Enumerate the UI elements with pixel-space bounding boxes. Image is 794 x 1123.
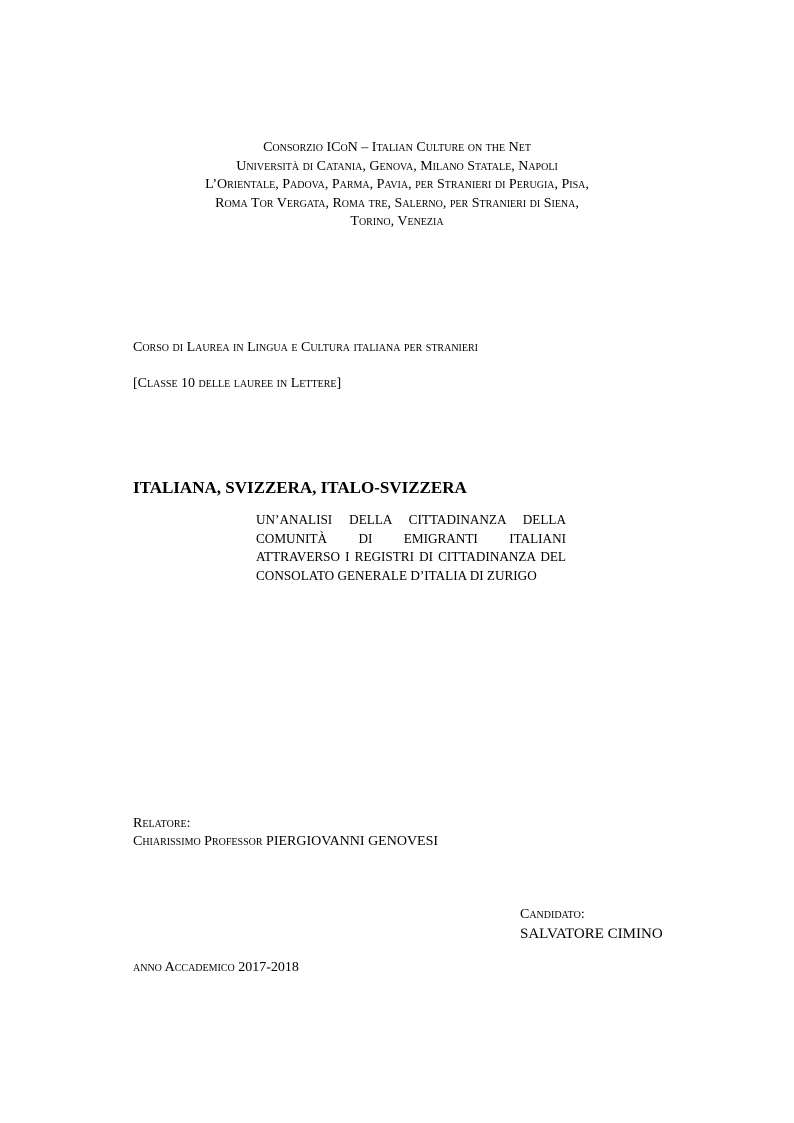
candidato-label: Candidato:	[520, 907, 585, 922]
candidato-name: SALVATORE CIMINO	[520, 926, 663, 942]
course-classe: [Classe 10 delle lauree in Lettere]	[133, 376, 342, 391]
thesis-subtitle: UN’ANALISI DELLA CITTADINANZA DELLA COMUNITÀ DI EMIGRANTI ITALIANI ATTRAVERSO I REGISTRI DI CITTADINANZA DEL CONSOLATO GENERALE D’ITALIA DI ZURIGO	[256, 512, 566, 583]
relatore-title: Chiarissimo Professor	[133, 834, 263, 849]
header-line-universities-1: Università di Catania, Genova, Milano Statale, Napoli	[236, 158, 558, 174]
header-line-universities-3: Roma Tor Vergata, Roma tre, Salerno, per Stranieri di Siena,	[215, 195, 579, 211]
relatore-line	[133, 834, 438, 850]
course-name: Corso di Laurea in Lingua e Cultura italiana per stranieri	[133, 340, 478, 355]
relatore-label: Relatore:	[133, 816, 191, 831]
header-line-universities-4: Torino, Venezia	[350, 214, 444, 229]
consortium-header	[0, 139, 794, 232]
relatore-name: PIERGIOVANNI GENOVESI	[266, 834, 439, 849]
thesis-title: ITALIANA, SVIZZERA, ITALO-SVIZZERA	[133, 478, 467, 497]
academic-year-label: anno Accademico	[133, 960, 235, 975]
academic-year-line	[133, 960, 299, 976]
header-line-universities-2: L’Orientale, Padova, Parma, Pavia, per Stranieri di Perugia, Pisa,	[205, 177, 589, 192]
header-line-consortium: Consorzio ICoN – Italian Culture on the Net	[263, 140, 531, 155]
academic-year-value: 2017-2018	[238, 960, 299, 975]
